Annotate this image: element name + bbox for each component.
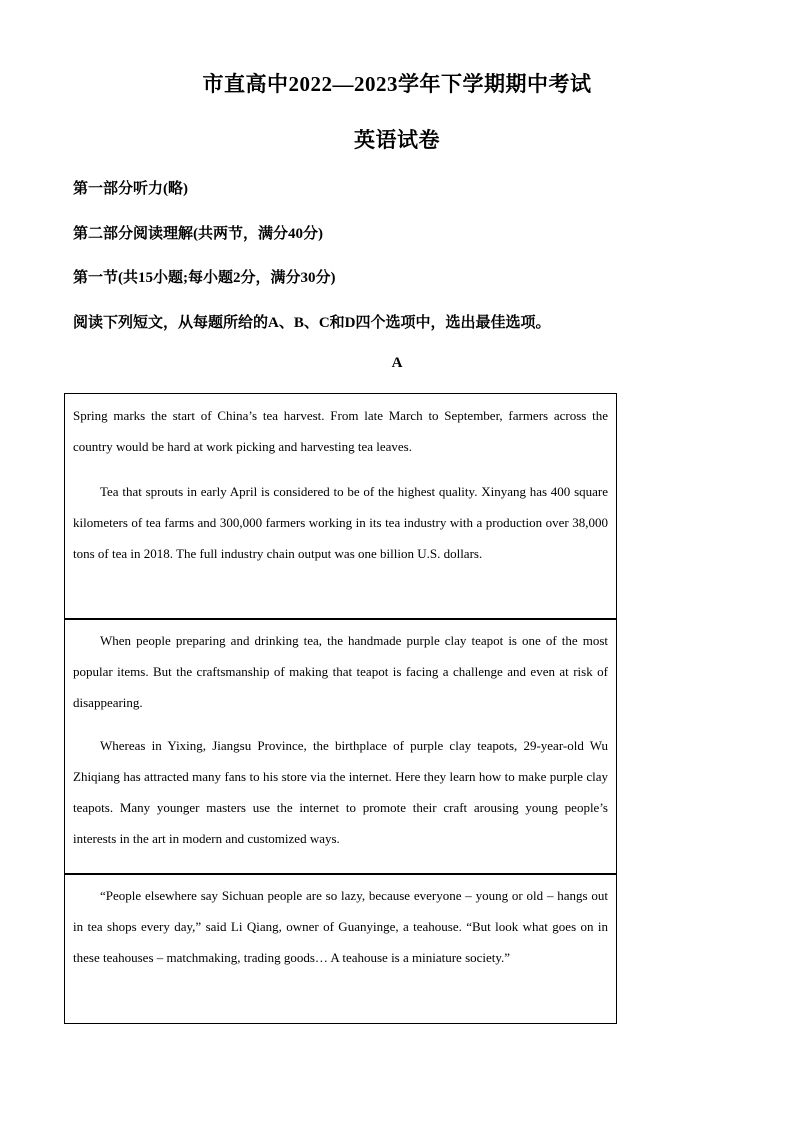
exam-title: 市直高中2022—2023学年下学期期中考试 xyxy=(202,72,592,96)
part-two-heading: 第二部分阅读理解(共两节，满分40分) xyxy=(73,226,323,242)
passage-paragraph: Spring marks the start of China’s tea harvest. From late March to September, farmers across the country would be hard at work picking and harvesting tea leaves. xyxy=(73,408,608,454)
passage-paragraph: Whereas in Yixing, Jiangsu Province, the birthplace of purple clay teapots, 29-year-old Wu Zhiqiang has attracted many fans to his store via the internet. Here they learn how to make purple clay teapots. Many younger masters use the internet to promote their craft arousing young people’s interests in the art in modern and customized ways. xyxy=(73,738,608,846)
passage-block-2 xyxy=(64,618,617,875)
passage-paragraph: Tea that sprouts in early April is considered to be of the highest quality. Xinyang has 400 square kilometers of tea farms and 300,000 farmers working in its tea industry with a production over 38,000 tons of tea in 2018. The full industry chain output was one billion U.S. dollars. xyxy=(73,484,608,561)
part-one-heading: 第一部分听力(略) xyxy=(73,181,188,197)
reading-instruction: 阅读下列短文，从每题所给的A、B、C和D四个选项中，选出最佳选项。 xyxy=(73,315,551,331)
passage-paragraph: When people preparing and drinking tea, the handmade purple clay teapot is one of the most popular items. But the craftsmanship of making that teapot is facing a challenge and even at risk of disappearing. xyxy=(73,633,608,710)
passage-label: A xyxy=(391,355,403,371)
passage-block-3 xyxy=(64,873,617,1024)
exam-subtitle: 英语试卷 xyxy=(354,128,440,152)
passage-block-1 xyxy=(64,393,617,620)
section-one-heading: 第一节(共15小题;每小题2分，满分30分) xyxy=(73,270,336,286)
passage-paragraph: “People elsewhere say Sichuan people are so lazy, because everyone – young or old – hangs out in tea shops every day,” said Li Qiang, owner of Guanyinge, a teahouse. “But look what goes on in these teahouses – matchmaking, trading goods… A teahouse is a miniature society.” xyxy=(73,888,608,965)
